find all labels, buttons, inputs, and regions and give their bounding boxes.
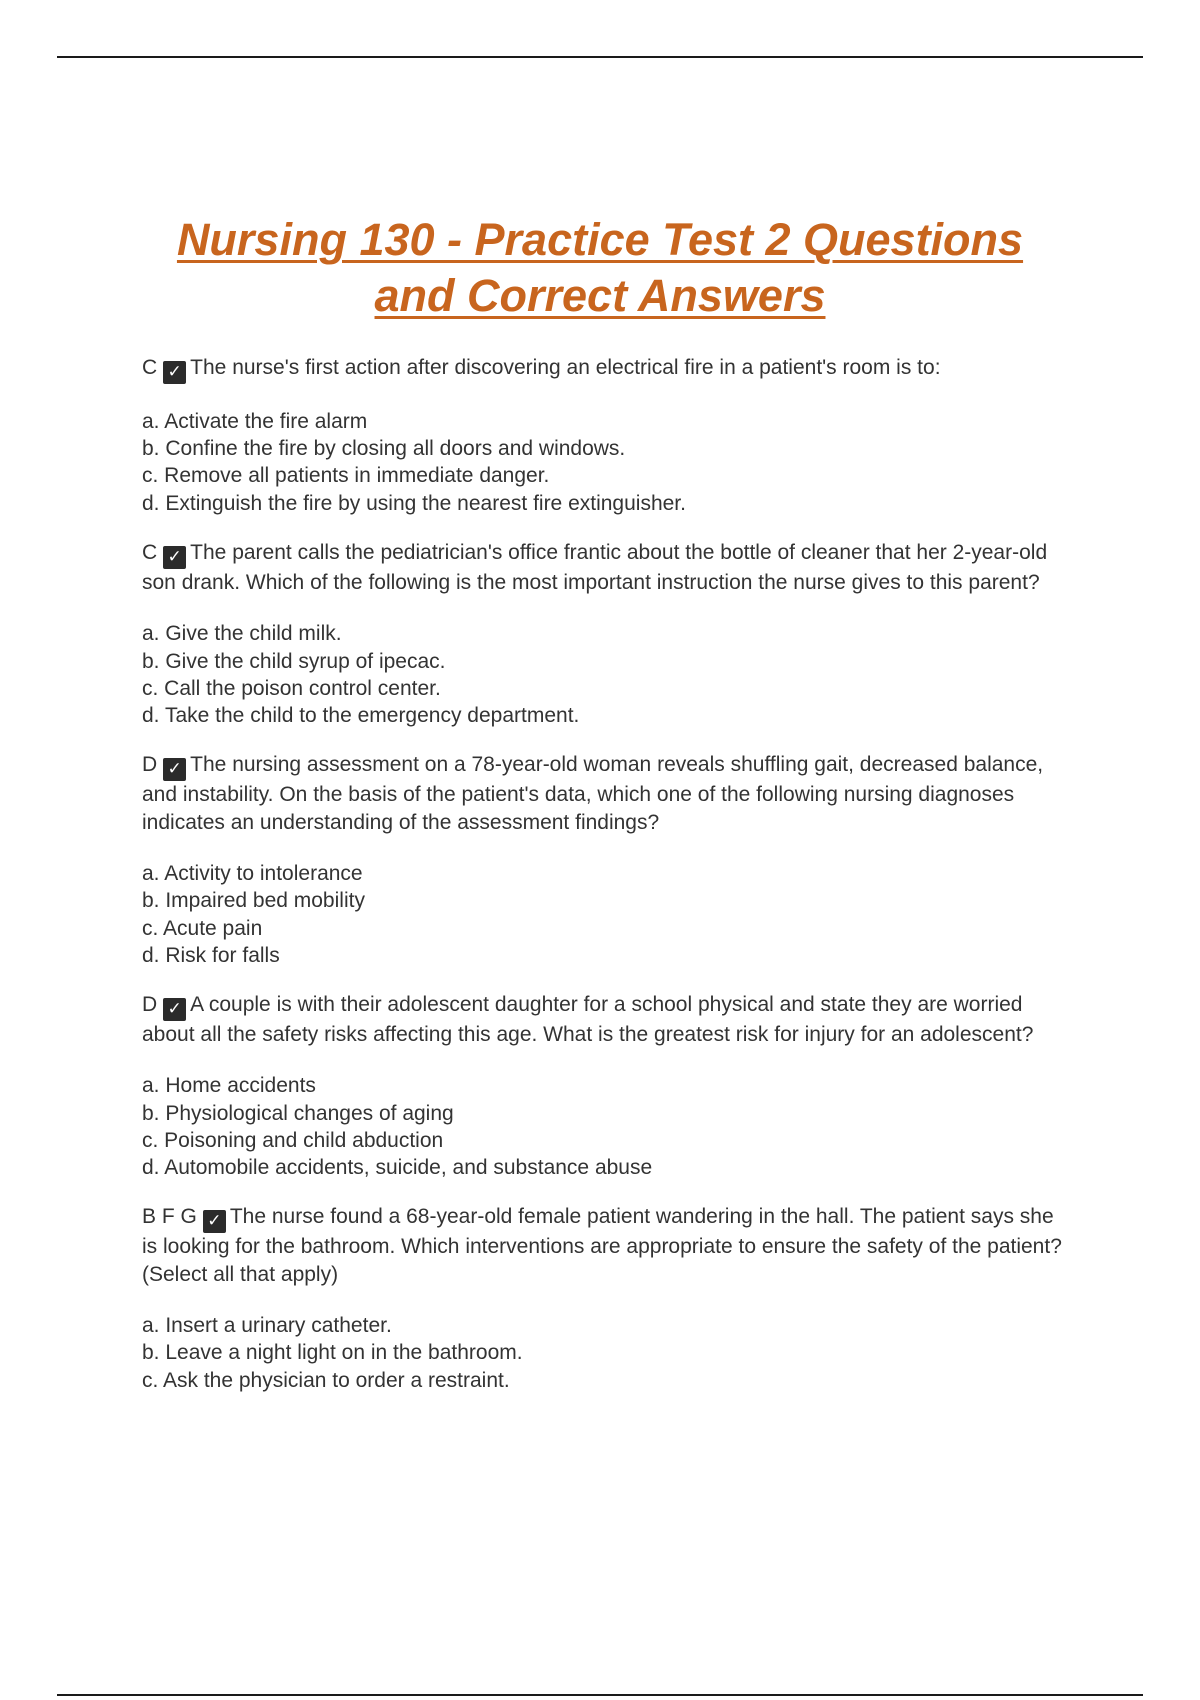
checkbox-checked-icon: ✓	[203, 1210, 226, 1233]
question-3	[142, 751, 1072, 969]
correct-answer: C	[142, 356, 158, 379]
option-c: c. Call the poison control center.	[142, 676, 441, 700]
title-line-1: Nursing 130 - Practice Test 2 Questions	[176, 214, 1024, 265]
question-text: The nurse found a 68-year-old female patient wandering in the hall. The patient says she is looking for the bathroom. Which interventions are appropriate to ensure the safety of the patient? (Select all that apply)	[142, 1205, 1062, 1286]
checkbox-checked-icon: ✓	[163, 546, 186, 569]
option-d: d. Take the child to the emergency department.	[142, 703, 580, 727]
option-c: c. Remove all patients in immediate danger.	[142, 464, 550, 488]
question-stem	[142, 354, 1072, 384]
option-c: c. Ask the physician to order a restraint.	[142, 1368, 510, 1392]
question-stem	[142, 991, 1072, 1049]
question-stem	[142, 751, 1072, 836]
correct-answer: B F G	[142, 1205, 197, 1229]
title-line-2: and Correct Answers	[374, 270, 826, 321]
option-b: b. Confine the fire by closing all doors and windows.	[142, 437, 626, 461]
option-d: d. Extinguish the fire by using the nearest fire extinguisher.	[142, 491, 686, 515]
option-a: a. Activity to intolerance	[142, 862, 363, 886]
answer-options	[142, 408, 1072, 517]
top-rule	[57, 56, 1143, 58]
bottom-rule	[57, 1694, 1143, 1696]
document-title	[100, 212, 1100, 324]
checkbox-checked-icon: ✓	[163, 998, 186, 1021]
answer-options	[142, 860, 1072, 969]
option-d: d. Risk for falls	[142, 943, 280, 967]
option-b: b. Impaired bed mobility	[142, 889, 365, 913]
option-a: a. Activate the fire alarm	[142, 410, 368, 433]
question-text: A couple is with their adolescent daughter for a school physical and state they are worried about all the safety risks affecting this age. What is the greatest risk for injury for an adolescent?	[142, 992, 1034, 1046]
correct-answer: D	[142, 992, 158, 1016]
option-b: b. Physiological changes of aging	[142, 1101, 454, 1125]
checkbox-checked-icon: ✓	[163, 361, 186, 384]
correct-answer: D	[142, 753, 158, 777]
question-text: The parent calls the pediatrician's office frantic about the bottle of cleaner that her 2-year-old son drank. Which of the following is the most important instruction the nurse gives to this parent?	[142, 540, 1048, 594]
checkbox-checked-icon: ✓	[163, 758, 186, 781]
option-b: b. Leave a night light on in the bathroom.	[142, 1341, 523, 1365]
question-5	[142, 1203, 1072, 1394]
correct-answer: C	[142, 540, 158, 564]
option-d: d. Automobile accidents, suicide, and substance abuse	[142, 1156, 653, 1180]
option-b: b. Give the child syrup of ipecac.	[142, 649, 446, 673]
question-stem	[142, 1203, 1072, 1288]
question-text: The nurse's first action after discovering an electrical fire in a patient's room is to:	[190, 356, 941, 379]
question-4	[142, 991, 1072, 1181]
question-list	[142, 354, 1072, 1416]
answer-options	[142, 620, 1072, 729]
option-c: c. Acute pain	[142, 916, 263, 940]
question-1	[142, 354, 1072, 517]
question-text: The nursing assessment on a 78-year-old woman reveals shuffling gait, decreased balance, and instability. On the basis of the patient's data, which one of the following nursing diagnoses indicates an understanding of the assessment findings?	[142, 753, 1044, 834]
question-stem	[142, 539, 1072, 597]
option-a: a. Give the child milk.	[142, 622, 342, 646]
question-2	[142, 539, 1072, 729]
answer-options	[142, 1072, 1072, 1181]
answer-options	[142, 1312, 1072, 1394]
option-a: a. Insert a urinary catheter.	[142, 1314, 392, 1338]
option-c: c. Poisoning and child abduction	[142, 1128, 444, 1152]
option-a: a. Home accidents	[142, 1074, 316, 1098]
